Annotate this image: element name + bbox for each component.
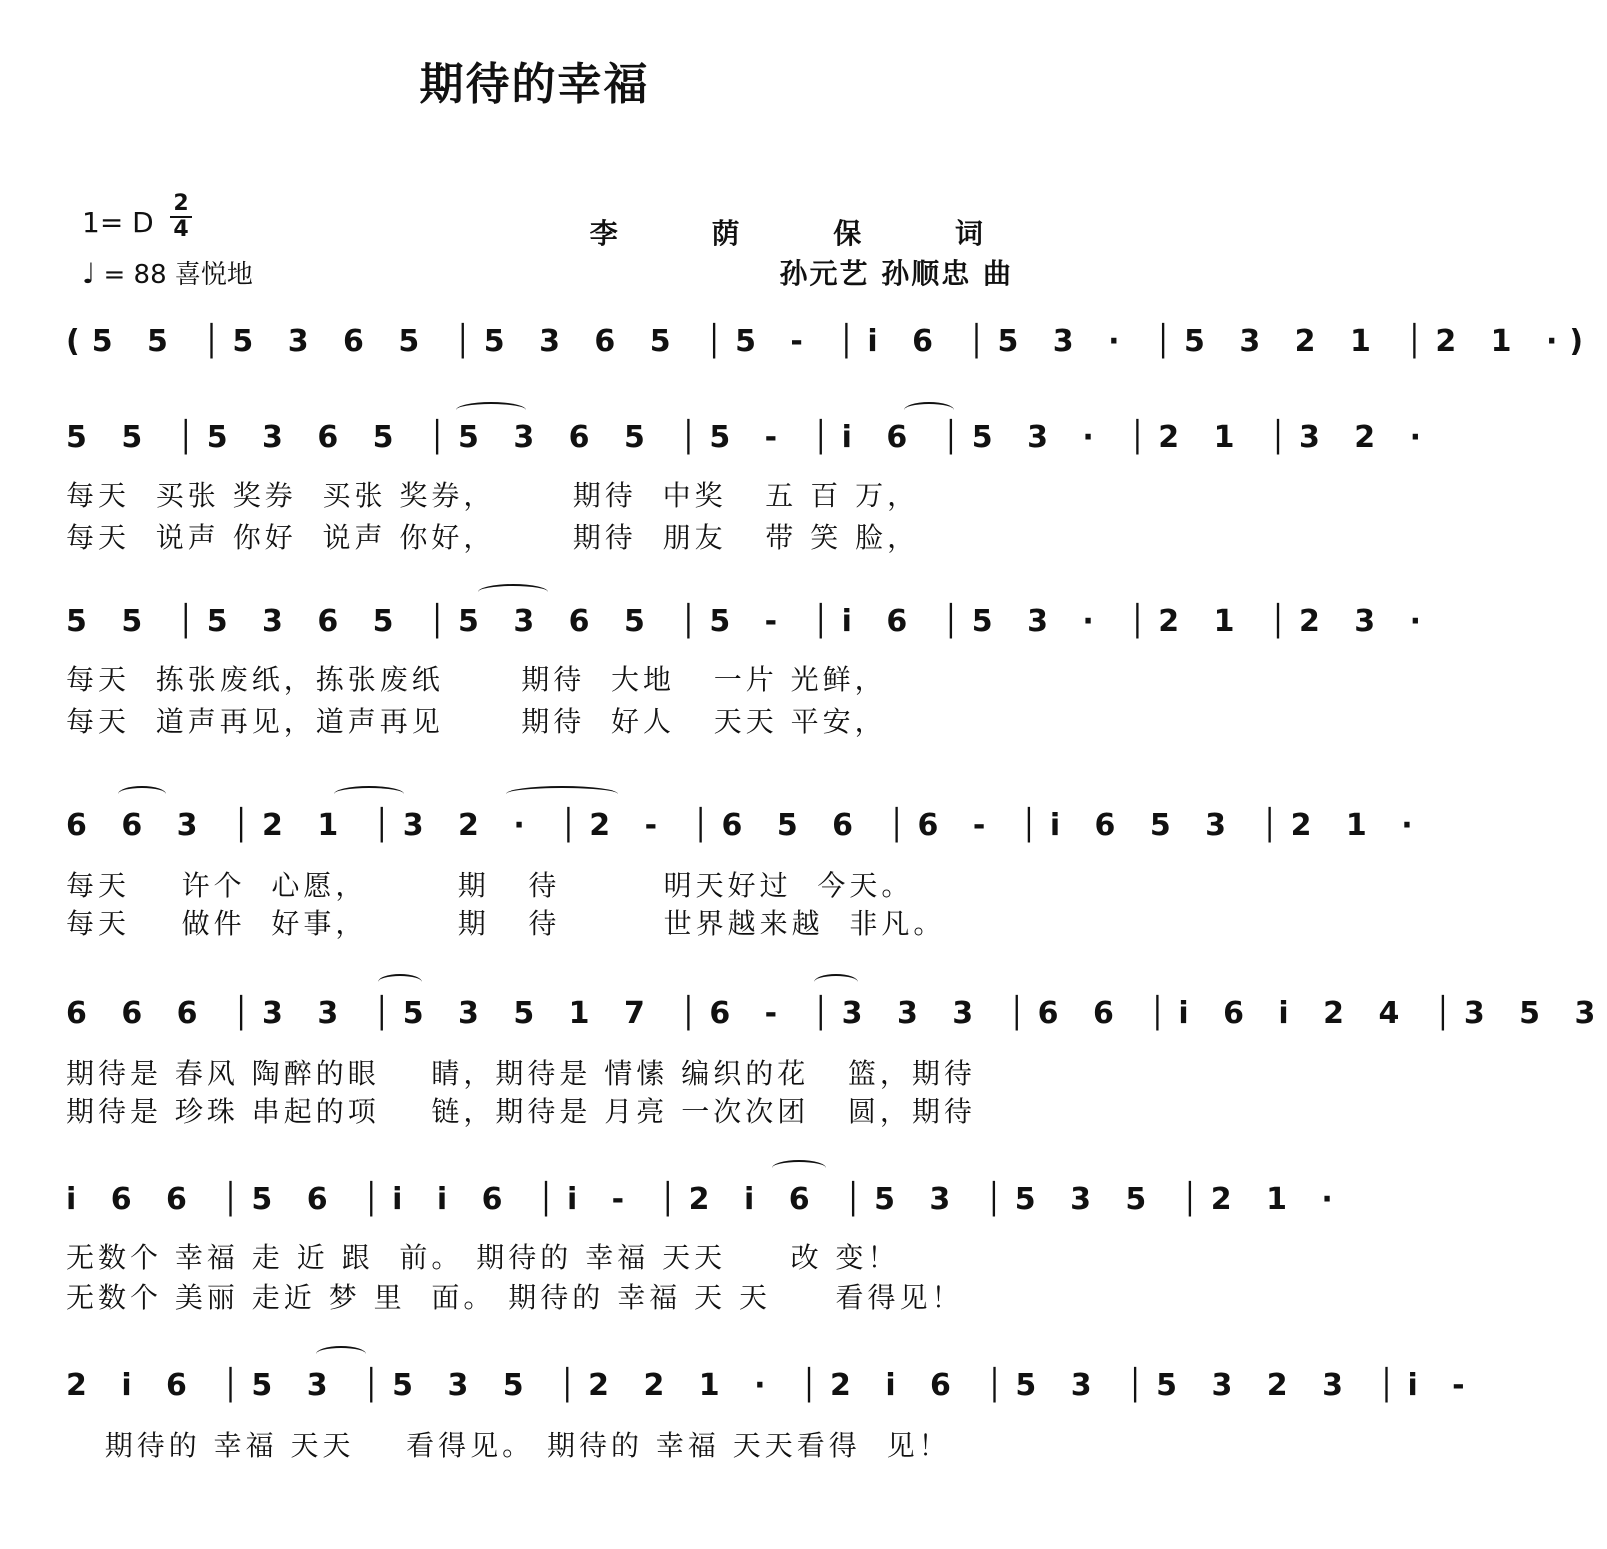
notation-line: i 6 6 │5 6 │i i 6 │i - │2 i 6 │5 3 │5 3 5 │2 1 ·	[66, 1182, 1345, 1217]
slur	[772, 1160, 826, 1176]
notation-line: 2 i 6 │5 3 │5 3 5 │2 2 1 · │2 i 6 │5 3 │5 3 2 3 │i -	[66, 1368, 1477, 1403]
lyric-verse-2: 期待是 珍珠 串起的项 链，期待是 月亮 一次次团 圆，期待	[66, 1095, 976, 1128]
song-title: 期待的幸福	[419, 59, 650, 110]
notation-line: (5 5 │5 3 6 5 │5 3 6 5 │5 - │i 6 │5 3 · │5 3 2 1 │2 1 ·)	[66, 324, 1596, 359]
slur	[378, 974, 422, 990]
slur	[118, 786, 166, 802]
key-signature: 1= D	[82, 206, 154, 239]
time-signature-top: 2	[173, 191, 189, 216]
notation-line: 6 6 3 │2 1 │3 2 · │2 - │6 5 6 │6 - │i 6 5 3 │2 1 ·	[66, 808, 1425, 843]
slur	[456, 402, 526, 418]
quarter-note-icon: ♩	[82, 257, 96, 290]
lyric-verse-1: 期待是 春风 陶醉的眼 睛，期待是 情愫 编织的花 篮，期待	[66, 1057, 976, 1090]
slur	[904, 402, 954, 418]
lyric-verse-1: 每天 拣张废纸，拣张废纸 期待 大地 一片 光鲜，	[66, 663, 887, 696]
notation-line: 5 5 │5 3 6 5 │5 3 6 5 │5 - │i 6 │5 3 · │2 1 │3 2 ·	[66, 420, 1434, 455]
lyric-verse-1: 无数个 幸福 走 近 跟 前。 期待的 幸福 天天 改 变！	[66, 1241, 900, 1274]
lyric-verse-2: 每天 说声 你好 说声 你好， 期待 朋友 带 笑 脸，	[66, 521, 920, 554]
lyric-verse-1: 每天 买张 奖券 买张 奖券， 期待 中奖 五 百 万，	[66, 479, 920, 512]
lyric-verse-2: 无数个 美丽 走近 梦 里 面。 期待的 幸福 天 天 看得见！	[66, 1281, 964, 1314]
slur	[316, 1346, 366, 1362]
slur	[814, 974, 858, 990]
composer-credit: 孙元艺 孙顺忠 曲	[779, 257, 1013, 290]
lyric-verse-1: 期待的 幸福 天天 看得见。 期待的 幸福 天天看得 见！	[66, 1429, 951, 1462]
notation-line: 6 6 6 │3 3 │5 3 5 1 7 │6 - │3 3 3 │6 6 │i 6 i 2 4 │3 5 3	[66, 996, 1607, 1031]
lyric-verse-2: 每天 道声再见，道声再见 期待 好人 天天 平安，	[66, 705, 887, 738]
time-signature	[170, 193, 192, 241]
slur	[506, 786, 618, 802]
notation-line: 5 5 │5 3 6 5 │5 3 6 5 │5 - │i 6 │5 3 · │2 1 │2 3 ·	[66, 604, 1434, 639]
lyric-verse-1: 每天 许个 心愿， 期 待 明天好过 今天。	[66, 869, 914, 902]
lyricist-credit: 李 荫 保 词	[589, 217, 1013, 250]
tempo-text: = 88 喜悦地	[103, 260, 253, 290]
lyric-verse-2: 每天 做件 好事， 期 待 世界越来越 非凡。	[66, 907, 946, 940]
time-signature-bottom: 4	[173, 217, 189, 242]
slur	[334, 786, 404, 802]
slur	[478, 584, 548, 600]
tempo-marking	[82, 254, 253, 291]
